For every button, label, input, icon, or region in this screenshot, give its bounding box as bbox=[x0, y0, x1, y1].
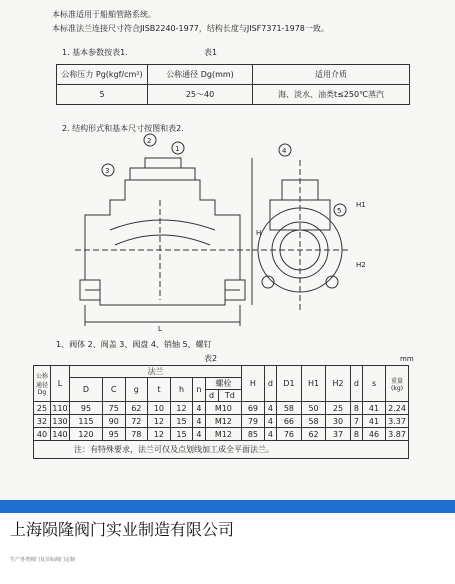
t2-cell: 58 bbox=[277, 402, 302, 415]
section-1-heading: 1. 基本参数按表1. bbox=[62, 48, 128, 57]
t2-cell: 75 bbox=[102, 402, 125, 415]
t1-header: 公称压力 Pg(kgf/cm²) bbox=[57, 65, 148, 85]
t2-header: 公称通径Dg bbox=[34, 366, 51, 402]
t2-cell: 110 bbox=[52, 403, 68, 413]
t2-cell: 62 bbox=[125, 402, 148, 415]
callout-circles bbox=[102, 134, 346, 216]
accent-bar bbox=[0, 500, 455, 513]
t2-cell: 3.87 bbox=[386, 428, 409, 441]
t2-cell: 40 bbox=[34, 428, 51, 441]
t2-cell: 7 bbox=[350, 415, 362, 428]
t2-header: 重量(kg) bbox=[386, 366, 409, 402]
t2-header: n bbox=[193, 378, 205, 402]
table-note: 注：有特殊要求，法兰可仅及点划线加工成全平面法兰。 bbox=[34, 441, 409, 459]
t2-cell: 3.37 bbox=[386, 415, 409, 428]
callout-label: 4 bbox=[282, 147, 287, 155]
t2-header: d bbox=[350, 366, 362, 402]
t2-header: d bbox=[264, 366, 276, 402]
dim-label-L: L bbox=[158, 325, 162, 333]
t2-header: s bbox=[363, 366, 386, 402]
t2-header: g bbox=[125, 378, 148, 402]
t2-cell: 130 bbox=[52, 416, 68, 426]
t2-cell: 72 bbox=[125, 415, 148, 428]
t2-cell: 10 bbox=[148, 402, 171, 415]
company-tagline: 生产各类阀门及非标阀门定制 bbox=[10, 557, 76, 563]
section-2-heading: 2. 结构形式和基本尺寸按图和表2. bbox=[62, 124, 184, 133]
t2-cell: 4 bbox=[264, 402, 276, 415]
table-2-title: 表2 bbox=[204, 354, 218, 363]
t2-cell: 4 bbox=[193, 428, 205, 441]
table-row bbox=[34, 415, 409, 428]
t2-cell: 25 bbox=[326, 402, 350, 415]
end-view bbox=[252, 160, 350, 310]
t1-cell: 海、淡水、油类t≤250℃蒸汽 bbox=[253, 85, 410, 105]
t2-cell: 85 bbox=[242, 428, 265, 441]
intro-line-1: 本标准适用于船舶管路系统。 bbox=[52, 10, 156, 19]
dim-label-H1: H1 bbox=[356, 201, 366, 209]
dim-label-H2: H2 bbox=[356, 261, 366, 269]
t2-cell: 4 bbox=[193, 415, 205, 428]
t2-cell: 120 bbox=[70, 428, 103, 441]
t2-cell: 4 bbox=[264, 415, 276, 428]
t2-header: H bbox=[242, 366, 265, 402]
t2-header: C bbox=[102, 378, 125, 402]
t2-cell: M12 bbox=[205, 415, 242, 428]
t2-cell: M10 bbox=[205, 402, 242, 415]
table-row bbox=[34, 402, 409, 415]
table-1-title: 表1 bbox=[204, 48, 218, 57]
t2-cell: 15 bbox=[170, 428, 193, 441]
callout-label: 2 bbox=[147, 137, 152, 145]
t2-cell: 69 bbox=[242, 402, 265, 415]
t2-cell: 32 bbox=[34, 415, 51, 428]
t2-cell: 115 bbox=[70, 415, 103, 428]
callout-label: 1 bbox=[175, 145, 180, 153]
callout-label: 3 bbox=[105, 167, 110, 175]
intro-line-2: 本标准法兰连接尺寸符合JISB2240-1977，结构长度与JISF7371-1978一致。 bbox=[52, 24, 329, 33]
table-2 bbox=[33, 365, 409, 459]
company-name: 上海陨隆阀门实业制造有限公司 bbox=[10, 520, 235, 539]
t2-cell: 15 bbox=[170, 415, 193, 428]
unit-label: mm bbox=[400, 355, 414, 363]
t2-header: H1 bbox=[301, 366, 325, 402]
t1-cell: 5 bbox=[57, 85, 148, 105]
t2-cell: 8 bbox=[350, 428, 362, 441]
t2-cell: 12 bbox=[148, 415, 171, 428]
t2-header: L bbox=[51, 366, 70, 402]
dim-label-H: H bbox=[256, 229, 262, 237]
side-section-view bbox=[75, 158, 252, 326]
t2-header: D bbox=[70, 378, 103, 402]
t2-header: 法兰 bbox=[70, 366, 242, 378]
t2-cell: 4 bbox=[193, 402, 205, 415]
t2-cell: 58 bbox=[301, 415, 325, 428]
table-row bbox=[34, 428, 409, 441]
t1-header: 适用介质 bbox=[253, 65, 410, 85]
t2-cell: 76 bbox=[277, 428, 302, 441]
t2-cell: 66 bbox=[277, 415, 302, 428]
parts-legend: 1、阀体 2、阀盖 3、阀盘 4、销轴 5、螺钉 bbox=[56, 340, 212, 349]
callout-label: 5 bbox=[337, 207, 342, 215]
t2-header: t bbox=[148, 378, 171, 402]
t2-cell: 30 bbox=[326, 415, 350, 428]
t2-cell: 90 bbox=[102, 415, 125, 428]
t2-cell: 41 bbox=[363, 402, 386, 415]
t2-cell: 2.24 bbox=[386, 402, 409, 415]
t2-cell: 12 bbox=[148, 428, 171, 441]
t2-cell: 12 bbox=[170, 402, 193, 415]
t1-header: 公称通径 Dg(mm) bbox=[148, 65, 253, 85]
t2-cell: 46 bbox=[363, 428, 386, 441]
t2-cell: 41 bbox=[363, 415, 386, 428]
t2-cell: 95 bbox=[102, 428, 125, 441]
t2-cell: 8 bbox=[350, 402, 362, 415]
t2-header: Td bbox=[218, 390, 242, 402]
t2-header: h bbox=[170, 378, 193, 402]
t2-cell: 78 bbox=[125, 428, 148, 441]
t2-header: 螺栓 bbox=[205, 378, 242, 390]
t2-header: d bbox=[205, 390, 218, 402]
t2-cell: 50 bbox=[301, 402, 325, 415]
t2-cell: M12 bbox=[205, 428, 242, 441]
t2-cell: 95 bbox=[70, 402, 103, 415]
t2-cell: 25 bbox=[34, 402, 51, 415]
t2-cell: 4 bbox=[264, 428, 276, 441]
t2-header: H2 bbox=[326, 366, 350, 402]
t2-cell: 140 bbox=[52, 429, 68, 439]
t2-header: D1 bbox=[277, 366, 302, 402]
t2-cell: 62 bbox=[301, 428, 325, 441]
t2-cell: 79 bbox=[242, 415, 265, 428]
t1-cell: 25～40 bbox=[148, 85, 253, 105]
t2-cell: 37 bbox=[326, 428, 350, 441]
